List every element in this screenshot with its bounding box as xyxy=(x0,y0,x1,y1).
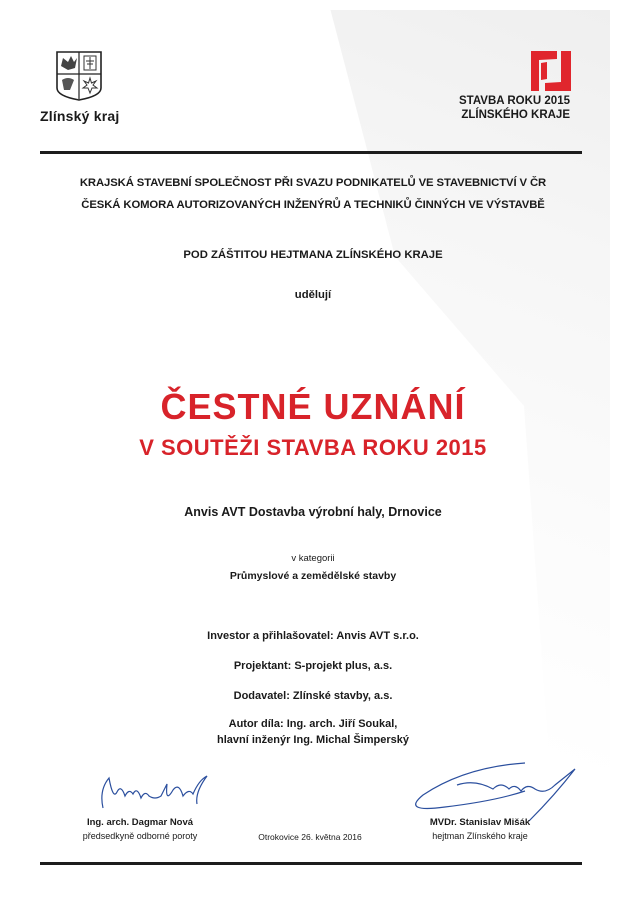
contest-title xyxy=(459,94,570,122)
place-date: Otrokovice 26. května 2016 xyxy=(258,832,362,842)
right-signatory-name: MVDr. Stanislav Mišák xyxy=(429,817,531,828)
right-signatory-role: hejtman Zlínského kraje xyxy=(432,831,528,841)
organizers xyxy=(0,172,626,216)
left-signatory-name: Ing. arch. Dagmar Nová xyxy=(86,817,194,828)
award-subtitle: V SOUTĚŽI STAVBA ROKU 2015 xyxy=(139,435,487,460)
signature-right xyxy=(405,755,590,825)
bottom-divider xyxy=(40,862,582,865)
organizer-line2: ČESKÁ KOMORA AUTORIZOVANÝCH INŽENÝRŮ A TECHNIKŮ ČINNÝCH VE VÝSTAVBĚ xyxy=(81,199,545,211)
top-divider xyxy=(40,151,582,154)
coat-of-arms-icon xyxy=(55,50,103,102)
author xyxy=(0,716,626,748)
contractor: Dodavatel: Zlínské stavby, a.s. xyxy=(233,690,393,702)
investor: Investor a přihlašovatel: Anvis AVT s.r.o. xyxy=(207,630,419,642)
signature-left xyxy=(95,770,220,815)
organizer-line1: KRAJSKÁ STAVEBNÍ SPOLEČNOST PŘI SVAZU PODNIKATELŮ VE STAVEBNICTVÍ V ČR xyxy=(79,177,547,189)
award-verb: udělují xyxy=(294,289,332,301)
author-line1: Autor díla: Ing. arch. Jiří Soukal, xyxy=(228,718,398,730)
author-line2: hlavní inženýr Ing. Michal Šimperský xyxy=(217,734,409,746)
contest-title-line2: ZLÍNSKÉHO KRAJE xyxy=(461,109,570,121)
region-name: Zlínský kraj xyxy=(40,108,120,124)
contest-title-line1: STAVBA ROKU 2015 xyxy=(459,95,570,107)
category-name: Průmyslové a zemědělské stavby xyxy=(229,570,397,582)
stavba-roku-logo-icon xyxy=(531,51,571,91)
patronage: POD ZÁŠTITOU HEJTMANA ZLÍNSKÉHO KRAJE xyxy=(183,249,443,261)
project-name: Anvis AVT Dostavba výrobní haly, Drnovice xyxy=(184,505,442,519)
designer: Projektant: S-projekt plus, a.s. xyxy=(233,660,393,672)
category-label: v kategorii xyxy=(291,553,335,564)
left-signatory-role: předsedkyně odborné poroty xyxy=(82,831,198,841)
award-title: ČESTNÉ UZNÁNÍ xyxy=(160,386,466,427)
